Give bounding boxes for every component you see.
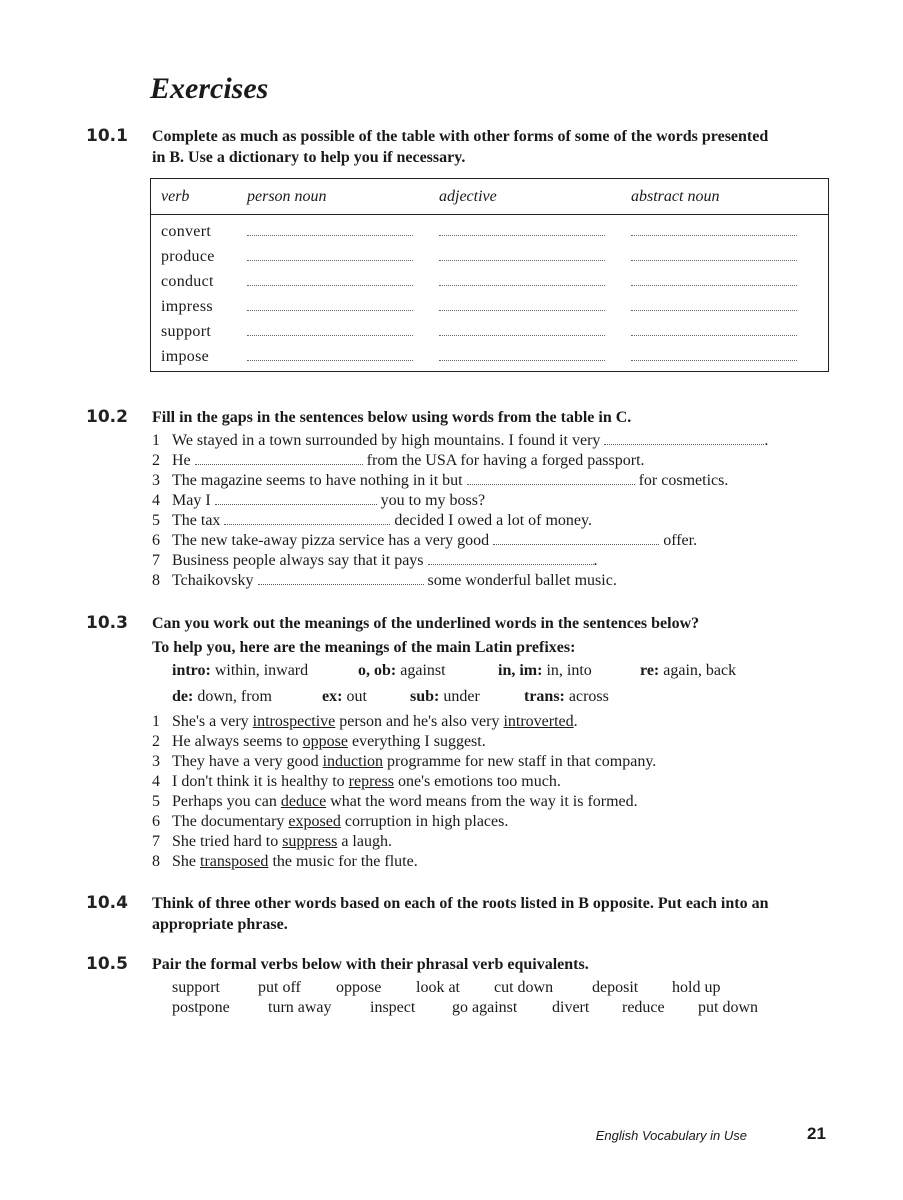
table-row (151, 223, 828, 248)
exercise-10-1-instruction-line2: in B. Use a dictionary to help you if necessary. (152, 149, 466, 166)
underlined-word: exposed (288, 813, 341, 830)
row-verb: produce (161, 248, 215, 265)
abstract-noun-blank[interactable] (631, 285, 797, 286)
underlined-word: transposed (200, 853, 269, 870)
exercise-number-10-1: 10.1 (86, 126, 128, 146)
gap-sentence: 2 He from the USA for having a forged passport. (152, 452, 645, 469)
underlined-sentence: 5 Perhaps you can deduce what the word means from the way it is formed. (152, 793, 638, 810)
gap-blank[interactable] (604, 432, 764, 445)
verb-item: turn away (268, 999, 332, 1016)
underlined-word: deduce (280, 793, 327, 810)
underlined-sentence: 7 She tried hard to suppress a laugh. (152, 833, 392, 850)
underlined-sentence: 8 She transposed the music for the flute. (152, 853, 418, 870)
underlined-word: introspective (252, 713, 336, 730)
underlined-word: introverted (503, 713, 574, 730)
gap-sentence: 8 Tchaikovsky some wonderful ballet music. (152, 572, 617, 589)
gap-sentence: 1 We stayed in a town surrounded by high mountains. I found it very . (152, 432, 769, 449)
gap-sentence: 6 The new take-away pizza service has a very good offer. (152, 532, 698, 549)
header-abstract-noun: abstract noun (631, 188, 720, 205)
verb-item: support (172, 979, 220, 996)
verb-item: oppose (336, 979, 382, 996)
adjective-blank[interactable] (439, 310, 605, 311)
verb-item: inspect (370, 999, 416, 1016)
exercise-10-3-instruction-line2: To help you, here are the meanings of the main Latin prefixes: (152, 639, 576, 656)
exercise-10-3-instruction-line1: Can you work out the meanings of the underlined words in the sentences below? (152, 615, 700, 632)
underlined-sentence: 2 He always seems to oppose everything I suggest. (152, 733, 486, 750)
verb-item: cut down (494, 979, 554, 996)
exercise-10-4-instruction-line2: appropriate phrase. (152, 916, 288, 933)
row-verb: conduct (161, 273, 214, 290)
underlined-sentence: 1 She's a very introspective person and he's also very introverted. (152, 713, 578, 730)
verb-item: put down (698, 999, 758, 1016)
adjective-blank[interactable] (439, 360, 605, 361)
prefix-item: o, ob: against (358, 662, 446, 679)
gap-sentence: 3 The magazine seems to have nothing in it but for cosmetics. (152, 472, 729, 489)
table-row (151, 248, 828, 273)
gap-blank[interactable] (215, 492, 377, 505)
gap-blank[interactable] (428, 552, 594, 565)
header-adjective: adjective (439, 188, 497, 205)
verb-item: postpone (172, 999, 230, 1016)
person-noun-blank[interactable] (247, 285, 413, 286)
table-row (151, 298, 828, 323)
table-row (151, 273, 828, 298)
page-number: 21 (807, 1124, 826, 1143)
verb-item: put off (258, 979, 301, 996)
adjective-blank[interactable] (439, 235, 605, 236)
adjective-blank[interactable] (439, 260, 605, 261)
underlined-word: repress (348, 773, 394, 790)
gap-sentence: 7 Business people always say that it pays . (152, 552, 598, 569)
verb-item: deposit (592, 979, 639, 996)
abstract-noun-blank[interactable] (631, 260, 797, 261)
abstract-noun-blank[interactable] (631, 310, 797, 311)
exercise-10-5-instruction: Pair the formal verbs below with their phrasal verb equivalents. (152, 956, 589, 973)
abstract-noun-blank[interactable] (631, 360, 797, 361)
word-forms-table (150, 178, 829, 372)
exercise-number-10-5: 10.5 (86, 954, 128, 974)
abstract-noun-blank[interactable] (631, 335, 797, 336)
verb-item: reduce (622, 999, 665, 1016)
table-header (151, 179, 828, 215)
underlined-word: induction (322, 753, 384, 770)
exercise-10-4-instruction-line1: Think of three other words based on each of the roots listed in B opposite. Put each into an (152, 895, 769, 912)
gap-blank[interactable] (195, 452, 363, 465)
person-noun-blank[interactable] (247, 235, 413, 236)
person-noun-blank[interactable] (247, 260, 413, 261)
row-verb: support (161, 323, 212, 340)
prefix-item: intro: within, inward (172, 662, 309, 679)
table-row (151, 348, 828, 373)
prefix-item: sub: under (410, 688, 480, 705)
header-person-noun: person noun (247, 188, 327, 205)
prefix-item: in, im: in, into (498, 662, 592, 679)
underlined-word: oppose (302, 733, 348, 750)
gap-sentence: 5 The tax decided I owed a lot of money. (152, 512, 592, 529)
gap-sentence: 4 May I you to my boss? (152, 492, 486, 509)
exercise-number-10-4: 10.4 (86, 893, 128, 913)
exercise-10-1-instruction-line1: Complete as much as possible of the table with other forms of some of the words presented (152, 128, 769, 145)
exercise-number-10-2: 10.2 (86, 407, 128, 427)
person-noun-blank[interactable] (247, 335, 413, 336)
table-row (151, 323, 828, 348)
verb-item: hold up (672, 979, 721, 996)
exercise-number-10-3: 10.3 (86, 613, 128, 633)
adjective-blank[interactable] (439, 335, 605, 336)
underlined-word: suppress (282, 833, 338, 850)
book-title-footer: English Vocabulary in Use (595, 1128, 747, 1143)
prefix-item: trans: across (524, 688, 609, 705)
page-title: Exercises (150, 72, 269, 105)
gap-blank[interactable] (224, 512, 390, 525)
header-verb: verb (161, 188, 190, 205)
person-noun-blank[interactable] (247, 310, 413, 311)
prefix-item: re: again, back (640, 662, 737, 679)
gap-blank[interactable] (258, 572, 424, 585)
row-verb: convert (161, 223, 212, 240)
gap-blank[interactable] (493, 532, 659, 545)
adjective-blank[interactable] (439, 285, 605, 286)
gap-blank[interactable] (467, 472, 635, 485)
verb-item: look at (416, 979, 460, 996)
abstract-noun-blank[interactable] (631, 235, 797, 236)
person-noun-blank[interactable] (247, 360, 413, 361)
prefix-item: ex: out (322, 688, 367, 705)
prefix-item: de: down, from (172, 688, 272, 705)
verb-item: divert (552, 999, 590, 1016)
row-verb: impress (161, 298, 213, 315)
row-verb: impose (161, 348, 210, 365)
underlined-sentence: 6 The documentary exposed corruption in high places. (152, 813, 509, 830)
underlined-sentence: 4 I don't think it is healthy to repress one's emotions too much. (152, 773, 561, 790)
underlined-sentence: 3 They have a very good induction programme for new staff in that company. (152, 753, 657, 770)
exercise-10-2-instruction: Fill in the gaps in the sentences below using words from the table in C. (152, 409, 632, 426)
verb-item: go against (452, 999, 518, 1016)
